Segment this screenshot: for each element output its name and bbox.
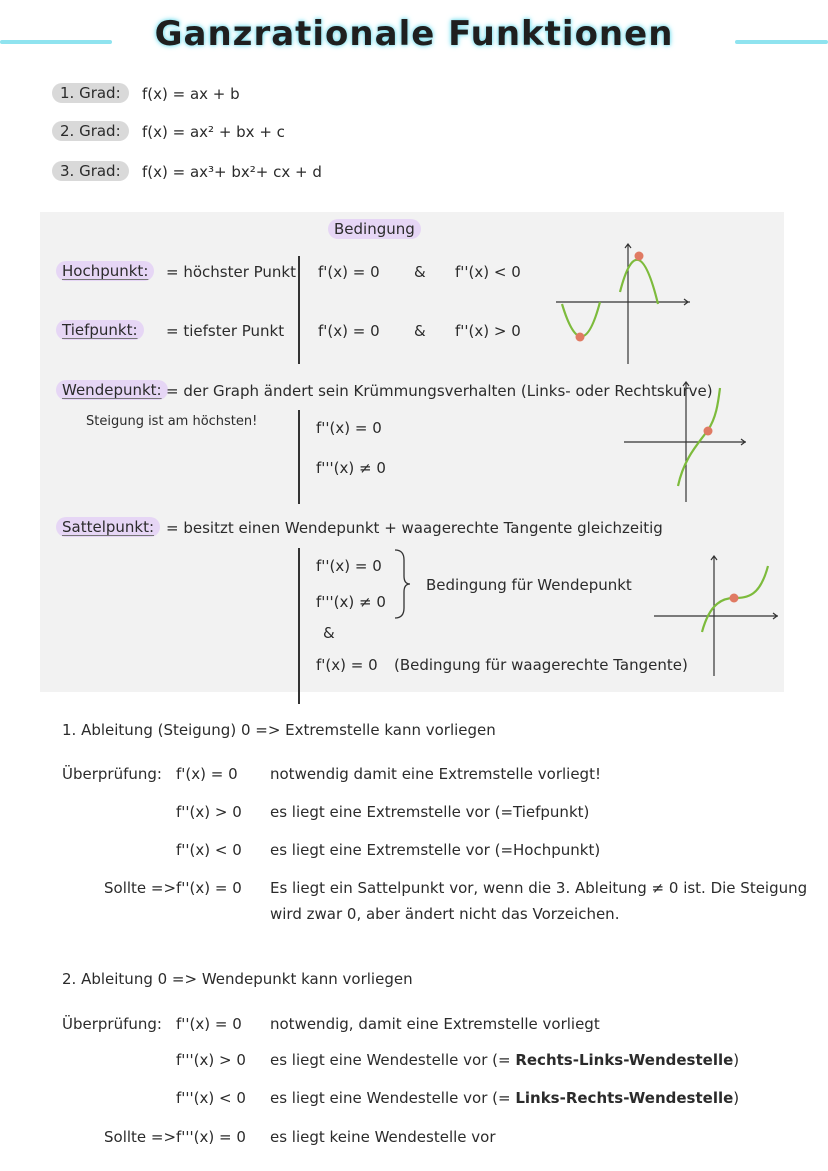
- s2-row4-text: es liegt keine Wendestelle vor: [270, 1128, 496, 1146]
- s2-row2-close: ): [733, 1051, 740, 1069]
- s1-row4-formula: f''(x) = 0: [176, 879, 242, 897]
- wendepunkt-row: [56, 381, 168, 399]
- s2-row1-formula: f''(x) = 0: [176, 1015, 242, 1033]
- s1-row2-formula: f''(x) > 0: [176, 803, 242, 821]
- tiefpunkt-amp: &: [414, 322, 426, 340]
- page-title: Ganzrationale Funktionen: [154, 14, 674, 54]
- tiefpunkt-curve: [562, 302, 600, 337]
- s2-row2-formula: f'''(x) > 0: [176, 1051, 246, 1069]
- hochpunkt-row: [56, 262, 154, 280]
- tiefpunkt-cond2: f''(x) > 0: [455, 322, 521, 340]
- sattelpunkt-cond1: f''(x) = 0: [316, 557, 382, 575]
- hochpunkt-point: [635, 252, 644, 261]
- tiefpunkt-point: [576, 333, 585, 342]
- tiefpunkt-row: [56, 321, 144, 339]
- wendepunkt-point: [704, 427, 713, 436]
- section2-heading: 2. Ableitung 0 => Wendepunkt kann vorliegen: [62, 970, 413, 988]
- hochpunkt-label: Hochpunkt:: [56, 261, 154, 281]
- tiefpunkt-def: = tiefster Punkt: [166, 322, 285, 340]
- s2-row3-bold: Links-Rechts-Wendestelle: [515, 1089, 734, 1107]
- grade-2-formula: f(x) = ax² + bx + c: [142, 123, 285, 141]
- divider-wendepunkt: [298, 410, 300, 504]
- s2-row3-text: es liegt eine Wendestelle vor (=: [270, 1089, 516, 1107]
- conditions-header-label: Bedingung: [328, 219, 421, 239]
- wendepunkt-label: Wendepunkt:: [56, 380, 168, 400]
- conditions-header: [328, 220, 421, 238]
- wendepunkt-cond1: f''(x) = 0: [316, 419, 382, 437]
- wendepunkt-graph: [622, 378, 752, 506]
- sattelpunkt-def: = besitzt einen Wendepunkt + waagerechte Tangente gleichzeitig: [166, 519, 663, 537]
- hochpunkt-curve: [620, 260, 658, 304]
- sattelpunkt-graph: [652, 552, 784, 680]
- s1-row1-text: notwendig damit eine Extremstelle vorliegt!: [270, 765, 601, 783]
- sattelpunkt-label: Sattelpunkt:: [56, 517, 160, 537]
- grade-3-label: 3. Grad:: [52, 161, 129, 181]
- sattelpunkt-cond3-note: (Bedingung für waagerechte Tangente): [394, 656, 688, 674]
- sattelpunkt-brace-text: Bedingung für Wendepunkt: [426, 576, 632, 594]
- sattelpunkt-cond2: f'''(x) ≠ 0: [316, 593, 386, 611]
- grade-1-label: 1. Grad:: [52, 83, 129, 103]
- s1-row1-formula: f'(x) = 0: [176, 765, 238, 783]
- sattelpunkt-amp: &: [323, 624, 335, 642]
- s1-row3-formula: f''(x) < 0: [176, 841, 242, 859]
- section1-check-label: Überprüfung:: [62, 765, 162, 783]
- extrema-graph: [556, 240, 692, 368]
- s2-row4-formula: f'''(x) = 0: [176, 1128, 246, 1146]
- s2-row2-text: es liegt eine Wendestelle vor (=: [270, 1051, 516, 1069]
- s2-row4-prefix: Sollte =>: [104, 1128, 177, 1146]
- grade-3: [52, 162, 129, 180]
- grade-1: [52, 84, 129, 102]
- grade-2-label: 2. Grad:: [52, 121, 129, 141]
- s1-row3-text: es liegt eine Extremstelle vor (=Hochpunkt): [270, 841, 601, 859]
- tiefpunkt-cond1: f'(x) = 0: [318, 322, 380, 340]
- grade-1-formula: f(x) = ax + b: [142, 85, 240, 103]
- hochpunkt-def: = höchster Punkt: [166, 263, 296, 281]
- divider-extrema: [298, 256, 300, 364]
- wendepunkt-cond2: f'''(x) ≠ 0: [316, 459, 386, 477]
- wendepunkt-curve: [678, 388, 720, 486]
- s2-row2-bold: Rechts-Links-Wendestelle: [515, 1051, 734, 1069]
- brace-icon: [392, 548, 412, 620]
- sattelpunkt-row: [56, 518, 160, 536]
- wendepunkt-note: Steigung ist am höchsten!: [86, 414, 258, 429]
- grade-2: [52, 122, 129, 140]
- hochpunkt-cond1: f'(x) = 0: [318, 263, 380, 281]
- divider-sattelpunkt: [298, 548, 300, 704]
- sattelpunkt-cond3: f'(x) = 0: [316, 656, 378, 674]
- grade-3-formula: f(x) = ax³+ bx²+ cx + d: [142, 163, 322, 181]
- section2-check-label: Überprüfung:: [62, 1015, 162, 1033]
- s1-row2-text: es liegt eine Extremstelle vor (=Tiefpunkt): [270, 803, 590, 821]
- hochpunkt-amp: &: [414, 263, 426, 281]
- s1-row4-prefix: Sollte =>: [104, 879, 177, 897]
- s2-row3: [270, 1089, 739, 1107]
- section1-heading: 1. Ableitung (Steigung) 0 => Extremstelle kann vorliegen: [62, 721, 496, 739]
- s1-row4-text2: wird zwar 0, aber ändert nicht das Vorzeichen.: [270, 905, 620, 923]
- s2-row2: [270, 1051, 739, 1069]
- s2-row1-text: notwendig, damit eine Extremstelle vorliegt: [270, 1015, 600, 1033]
- s2-row3-close: ): [733, 1089, 740, 1107]
- sattelpunkt-point: [730, 594, 739, 603]
- tiefpunkt-label: Tiefpunkt:: [56, 320, 144, 340]
- s1-row4-text: Es liegt ein Sattelpunkt vor, wenn die 3. Ableitung ≠ 0 ist. Die Steigung: [270, 879, 808, 897]
- hochpunkt-cond2: f''(x) < 0: [455, 263, 521, 281]
- wendepunkt-def: = der Graph ändert sein Krümmungsverhalten (Links- oder Rechtskurve): [166, 382, 713, 400]
- s2-row3-formula: f'''(x) < 0: [176, 1089, 246, 1107]
